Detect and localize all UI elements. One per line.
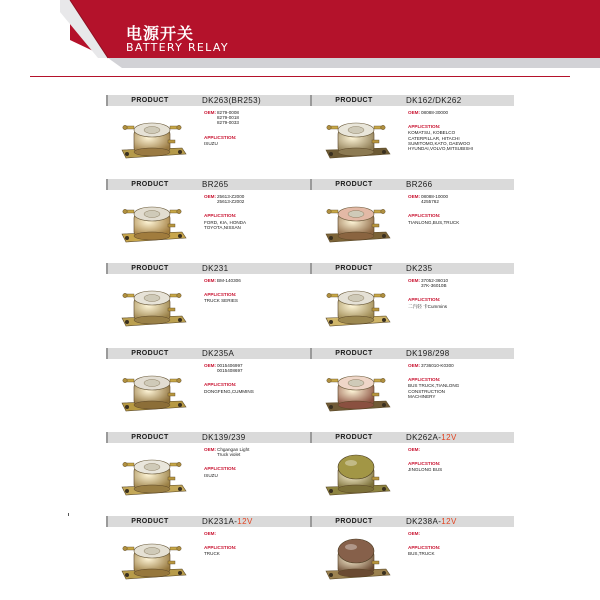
oem-label: OEM: (408, 531, 420, 536)
voltage-rating: 12V (441, 433, 457, 442)
application-value: HYUNDAI,VOLVO,MITSUBISHI (408, 146, 474, 152)
product-label: PRODUCT (131, 265, 169, 272)
card-header (106, 95, 310, 106)
header-divider (30, 76, 570, 77)
model-number (406, 348, 450, 359)
product-card (106, 179, 310, 251)
oem-value: 3736010-K0300 (421, 363, 454, 368)
application-label: APPLICSTION: (408, 213, 441, 219)
application-values (204, 389, 310, 394)
battery-relay-photo (316, 529, 396, 586)
model-number (202, 263, 228, 274)
oem-value: 25613-Z2002 (217, 199, 245, 205)
oem-value: 37052-36010 (421, 278, 449, 283)
application-value: JINGLONG BUS (408, 467, 443, 473)
oem-row (204, 278, 310, 283)
oem-row (408, 363, 514, 368)
card-header (310, 348, 514, 359)
product-info (204, 194, 310, 230)
application-values (408, 220, 514, 225)
application-values (408, 383, 514, 399)
oem-value: 08088-10000 (421, 194, 449, 199)
card-header (106, 432, 310, 443)
model-number (406, 95, 462, 106)
oem-label: OEM: (204, 363, 216, 368)
oem-label: OEM: (204, 278, 216, 283)
application-value: TIANLONG,BUS,TRUCK (408, 219, 460, 225)
model-number (406, 179, 432, 190)
model-code: DK235 (406, 264, 433, 273)
oem-value: 25613-Z2000 (217, 194, 245, 199)
application-values (408, 551, 514, 556)
application-value: CATERPILLAR, HITACHI (408, 135, 460, 141)
product-card (106, 95, 310, 167)
oem-value: 08088-30000 (421, 110, 449, 115)
battery-relay-photo (316, 445, 396, 502)
oem-value: 4255762 (421, 199, 439, 205)
header-title-cn: 电源开关 (126, 24, 195, 43)
product-info (408, 531, 514, 557)
voltage-rating: 12V (441, 517, 457, 526)
application-value: FORD, KIA, HONDA (204, 219, 247, 225)
card-header (310, 179, 514, 190)
application-values (408, 304, 514, 309)
oem-row (204, 194, 310, 204)
oem-label: OEM: (204, 531, 216, 536)
oem-label: OEM: (204, 447, 216, 452)
oem-values (421, 110, 448, 115)
oem-label: OEM: (408, 278, 420, 283)
header-title-en: BATTERY RELAY (126, 41, 229, 54)
application-label: APPLICSTION: (408, 124, 441, 130)
oem-values (421, 363, 454, 368)
oem-value: 8279-0033 (217, 120, 239, 126)
oem-row (408, 194, 514, 204)
model-number (406, 263, 432, 274)
oem-row (408, 110, 514, 115)
application-label: APPLICSTION: (204, 382, 237, 388)
application-values (204, 473, 310, 478)
oem-values (421, 278, 448, 288)
model-code: DK262A- (406, 433, 442, 442)
product-card (106, 516, 310, 588)
product-card (310, 432, 514, 504)
application-value: CONSTRUCTION (408, 388, 446, 394)
card-header (310, 263, 514, 274)
oem-values (217, 110, 239, 126)
oem-row (408, 278, 514, 288)
application-value: 二汽轻 卡Cummins (408, 303, 448, 309)
card-header (310, 432, 514, 443)
card-header (106, 348, 310, 359)
product-label: PRODUCT (335, 434, 373, 441)
product-label: PRODUCT (131, 350, 169, 357)
product-label: PRODUCT (335, 350, 373, 357)
oem-row (408, 531, 514, 536)
product-info (408, 278, 514, 309)
product-card (106, 432, 310, 504)
battery-relay-photo (316, 276, 396, 333)
model-number (202, 516, 253, 527)
application-value: BUS TRUCK,TIANLONG (408, 383, 460, 389)
oem-label: OEM: (408, 447, 420, 452)
product-info (204, 531, 310, 557)
model-code: BR265 (202, 180, 229, 189)
oem-label: OEM: (408, 110, 420, 115)
battery-relay-photo (316, 192, 396, 249)
card-header (106, 179, 310, 190)
oem-values (217, 363, 243, 373)
oem-value: 8279-0018 (217, 115, 239, 121)
oem-label: OEM: (204, 110, 216, 115)
application-values (204, 220, 310, 230)
product-info (204, 363, 310, 394)
application-label: APPLICSTION: (204, 466, 237, 472)
oem-row (204, 447, 310, 457)
product-info (408, 194, 514, 225)
application-value: TOYOTA,NISSAN (204, 224, 241, 230)
model-code: DK231A- (202, 517, 238, 526)
application-values (204, 141, 310, 146)
oem-row (204, 110, 310, 126)
card-header (106, 263, 310, 274)
model-number (406, 432, 457, 443)
model-code: DK139/239 (202, 433, 246, 442)
oem-values (217, 194, 244, 204)
oem-value: 8279-0008 (217, 110, 239, 115)
oem-value: 37K-36010B (421, 283, 447, 289)
header-banner (0, 0, 600, 80)
oem-value: BM-140306 (217, 278, 241, 283)
model-number (202, 432, 246, 443)
application-values (408, 130, 514, 151)
margin-mark (68, 513, 69, 516)
product-label: PRODUCT (131, 434, 169, 441)
product-label: PRODUCT (335, 265, 373, 272)
product-card (106, 263, 310, 335)
application-value: ISUZU (204, 140, 218, 146)
application-value: TRUCK (204, 551, 220, 557)
application-value: BUS,TRUCK (408, 551, 435, 557)
product-label: PRODUCT (131, 97, 169, 104)
product-label: PRODUCT (335, 97, 373, 104)
oem-row (408, 447, 514, 452)
model-number (202, 179, 228, 190)
battery-relay-photo (316, 361, 396, 418)
application-label: APPLICSTION: (204, 134, 237, 140)
model-code: BR266 (406, 180, 433, 189)
oem-value: 0015408697 (217, 368, 243, 374)
oem-label: OEM: (408, 363, 420, 368)
oem-value: Chgangan Light (217, 447, 250, 452)
product-label: PRODUCT (335, 181, 373, 188)
application-value: SUMITOMO,KATO, DAEWOO (408, 140, 471, 146)
product-card (310, 179, 514, 251)
model-code: DK238A- (406, 517, 442, 526)
product-info (408, 110, 514, 151)
battery-relay-photo (112, 108, 192, 165)
battery-relay-photo (112, 529, 192, 586)
oem-values (217, 447, 249, 457)
card-header (310, 95, 514, 106)
product-info (408, 447, 514, 473)
oem-value: Truck violet (217, 452, 241, 458)
product-info (204, 110, 310, 146)
card-header (310, 516, 514, 527)
product-info (408, 363, 514, 399)
product-card (310, 516, 514, 588)
model-code: DK263(BR253) (202, 96, 262, 105)
battery-relay-photo (112, 192, 192, 249)
model-number (406, 516, 457, 527)
product-card (310, 95, 514, 167)
application-label: APPLICSTION: (408, 461, 441, 467)
application-label: APPLICSTION: (204, 545, 237, 551)
product-card (106, 348, 310, 420)
model-code: DK235A (202, 349, 235, 358)
model-number (202, 95, 261, 106)
page-header (0, 0, 600, 80)
application-label: APPLICSTION: (408, 545, 441, 551)
oem-row (204, 531, 310, 536)
battery-relay-photo (112, 445, 192, 502)
oem-label: OEM: (204, 194, 216, 199)
product-card (310, 263, 514, 335)
product-label: PRODUCT (131, 181, 169, 188)
application-values (204, 298, 310, 303)
voltage-rating: 12V (237, 517, 253, 526)
card-header (106, 516, 310, 527)
application-value: KOMATSU, KOBELCO (408, 130, 456, 136)
product-label: PRODUCT (131, 518, 169, 525)
product-card (310, 348, 514, 420)
model-code: DK162/DK262 (406, 96, 462, 105)
application-value: TRUCK SERIES (204, 298, 238, 304)
product-info (204, 278, 310, 304)
application-value: DONGFENG,CUMMINS (204, 388, 254, 394)
application-label: APPLICSTION: (408, 297, 441, 303)
oem-row (204, 363, 310, 373)
application-values (408, 467, 514, 472)
oem-values (421, 194, 448, 204)
application-label: APPLICSTION: (204, 213, 237, 219)
oem-values (217, 278, 241, 283)
application-label: APPLICSTION: (408, 377, 441, 383)
battery-relay-photo (112, 361, 192, 418)
model-number (202, 348, 234, 359)
oem-value: 0015406997 (217, 363, 243, 368)
application-values (204, 551, 310, 556)
product-info (204, 447, 310, 478)
application-value: MACHINERY (408, 393, 436, 399)
battery-relay-photo (112, 276, 192, 333)
product-label: PRODUCT (335, 518, 373, 525)
battery-relay-photo (316, 108, 396, 165)
application-value: ISUZU (204, 472, 218, 478)
oem-label: OEM: (408, 194, 420, 199)
model-code: DK198/298 (406, 349, 450, 358)
model-code: DK231 (202, 264, 229, 273)
application-label: APPLICSTION: (204, 292, 237, 298)
